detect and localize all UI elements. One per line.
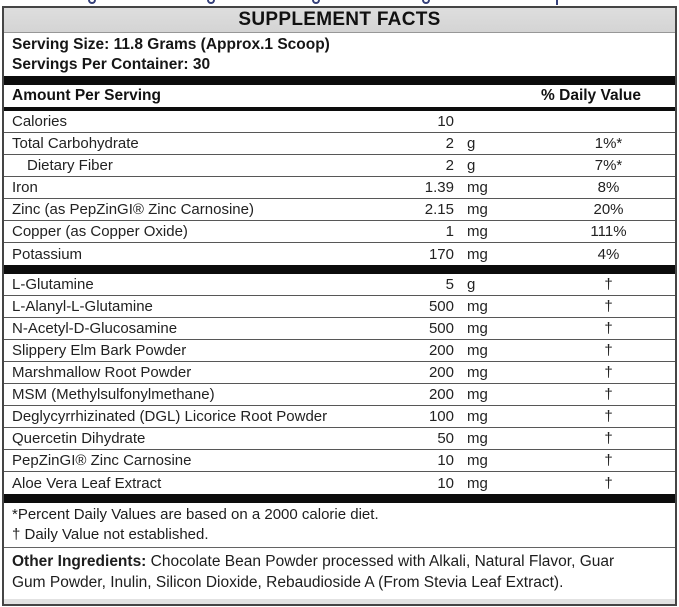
nutrient-name: Copper (as Copper Oxide) xyxy=(12,223,188,240)
nutrient-amount: 200 xyxy=(428,364,454,381)
serving-size-text: Serving Size: 11.8 Grams (Approx.1 Scoop) xyxy=(12,36,330,53)
nutrient-amount: 10 xyxy=(437,474,454,492)
table-row xyxy=(4,318,675,340)
nutrient-amount: 2 xyxy=(445,157,454,174)
nutrient-dv: † xyxy=(604,298,613,315)
nutrient-name: L-Alanyl-L-Glutamine xyxy=(12,298,153,315)
table-row xyxy=(4,340,675,362)
nutrient-dv: † xyxy=(604,276,613,293)
table-row xyxy=(4,111,675,133)
table-row xyxy=(4,472,675,494)
table-row xyxy=(4,221,675,243)
page-title: SUPPLEMENT FACTS xyxy=(238,9,441,30)
footnotes xyxy=(4,503,675,547)
nutrient-dv: † xyxy=(604,320,613,337)
nutrient-amount: 1.39 xyxy=(424,179,454,196)
nutrient-name: Quercetin Dihydrate xyxy=(12,430,146,447)
nutrient-dv: † xyxy=(604,386,613,403)
nutrient-name: Total Carbohydrate xyxy=(12,135,139,152)
nutrient-dv: 111% xyxy=(590,223,627,240)
nutrient-amount: 200 xyxy=(428,386,454,403)
nutrient-unit: mg xyxy=(467,320,488,337)
nutrient-dv: 4% xyxy=(597,245,620,263)
other-ingredients-label: Other Ingredients: xyxy=(12,553,151,570)
nutrient-dv: † xyxy=(604,430,613,447)
nutrient-name: Slippery Elm Bark Powder xyxy=(12,342,187,359)
other-ingredients xyxy=(4,547,675,596)
nutrient-amount: 50 xyxy=(437,430,454,447)
table-row xyxy=(4,428,675,450)
cropped-glyph-fragment xyxy=(422,0,430,4)
cropped-glyph-fragment xyxy=(556,0,558,5)
nutrient-name: Calories xyxy=(12,113,68,130)
table-row xyxy=(4,274,675,296)
footnote-daily-value-not-established: † Daily Value not established. xyxy=(12,526,209,543)
nutrient-dv: † xyxy=(604,452,613,469)
nutrient-name: L-Glutamine xyxy=(12,276,94,293)
nutrient-unit: mg xyxy=(467,179,488,196)
nutrient-name: Zinc (as PepZinGI® Zinc Carnosine) xyxy=(12,201,254,218)
nutrient-amount: 170 xyxy=(428,245,454,263)
nutrient-dv: † xyxy=(604,474,613,492)
table-row xyxy=(4,362,675,384)
nutrient-amount: 200 xyxy=(428,342,454,359)
column-header-row xyxy=(4,85,675,107)
label-box xyxy=(2,6,677,606)
table-row xyxy=(4,384,675,406)
thick-divider-bottom xyxy=(4,494,675,503)
nutrient-dv: † xyxy=(604,408,613,425)
nutrient-dv: 1%* xyxy=(594,135,623,152)
table-row xyxy=(4,199,675,221)
thick-divider-middle xyxy=(4,265,675,274)
column-header-amount-per-serving: Amount Per Serving xyxy=(12,87,161,104)
nutrient-unit: mg xyxy=(467,245,488,263)
cropped-glyph-fragment xyxy=(88,0,96,4)
nutrient-unit: mg xyxy=(467,201,488,218)
table-row xyxy=(4,177,675,199)
bottom-edge-strip xyxy=(4,599,675,604)
nutrient-dv: 20% xyxy=(593,201,624,218)
table-row xyxy=(4,133,675,155)
thick-divider-top xyxy=(4,76,675,85)
nutrient-name: Iron xyxy=(12,179,38,196)
nutrient-unit: g xyxy=(467,276,476,293)
nutrient-unit: mg xyxy=(467,430,488,447)
footnote-percent-daily-values: *Percent Daily Values are based on a 2000 calorie diet. xyxy=(12,506,379,523)
nutrient-amount: 500 xyxy=(428,298,454,315)
table-row xyxy=(4,406,675,428)
nutrient-unit: g xyxy=(467,157,476,174)
nutrient-amount: 500 xyxy=(428,320,454,337)
nutrient-amount: 1 xyxy=(445,223,454,240)
title-band xyxy=(4,8,675,33)
column-header-daily-value: % Daily Value xyxy=(541,87,641,104)
nutrients-table xyxy=(4,111,675,265)
nutrient-name: MSM (Methylsulfonylmethane) xyxy=(12,386,215,403)
other-ingredients-text: Chocolate Bean Powder processed with Alkali, Natural Flavor, Guar Gum Powder, Inulin, Silicon Dioxide, Rebaudioside A (From Stevia Leaf Extract). xyxy=(12,553,615,591)
nutrient-amount: 100 xyxy=(428,408,454,425)
nutrient-amount: 5 xyxy=(445,276,454,293)
nutrient-dv: 8% xyxy=(597,179,620,196)
table-row xyxy=(4,155,675,177)
supplements-table xyxy=(4,274,675,494)
nutrient-unit: mg xyxy=(467,386,488,403)
nutrient-name: N-Acetyl-D-Glucosamine xyxy=(12,320,178,337)
cropped-glyph-fragment xyxy=(207,0,215,4)
nutrient-unit: mg xyxy=(467,298,488,315)
nutrient-amount: 10 xyxy=(437,452,454,469)
nutrient-name: Deglycyrrhizinated (DGL) Licorice Root Powder xyxy=(12,408,328,425)
nutrient-unit: mg xyxy=(467,342,488,359)
nutrient-unit: mg xyxy=(467,474,488,492)
nutrient-name: Potassium xyxy=(12,245,83,263)
nutrient-dv: † xyxy=(604,342,613,359)
nutrient-unit: mg xyxy=(467,364,488,381)
table-row xyxy=(4,450,675,472)
nutrient-unit: mg xyxy=(467,408,488,425)
serving-info xyxy=(4,33,675,76)
table-row xyxy=(4,296,675,318)
nutrient-name: Marshmallow Root Powder xyxy=(12,364,192,381)
table-row xyxy=(4,243,675,265)
nutrient-name: PepZinGI® Zinc Carnosine xyxy=(12,452,192,469)
nutrient-amount: 2.15 xyxy=(424,201,454,218)
nutrient-amount: 10 xyxy=(437,113,454,130)
nutrient-dv: † xyxy=(604,364,613,381)
nutrient-amount: 2 xyxy=(445,135,454,152)
cropped-glyph-fragment xyxy=(312,0,320,4)
cropped-text-fragments xyxy=(0,0,679,6)
nutrient-unit: mg xyxy=(467,452,488,469)
nutrient-unit: mg xyxy=(467,223,488,240)
nutrient-name: Dietary Fiber xyxy=(27,157,113,174)
nutrient-dv: 7%* xyxy=(594,157,623,174)
nutrient-unit: g xyxy=(467,135,476,152)
nutrient-name: Aloe Vera Leaf Extract xyxy=(12,474,162,492)
servings-per-container-text: Servings Per Container: 30 xyxy=(12,56,211,73)
